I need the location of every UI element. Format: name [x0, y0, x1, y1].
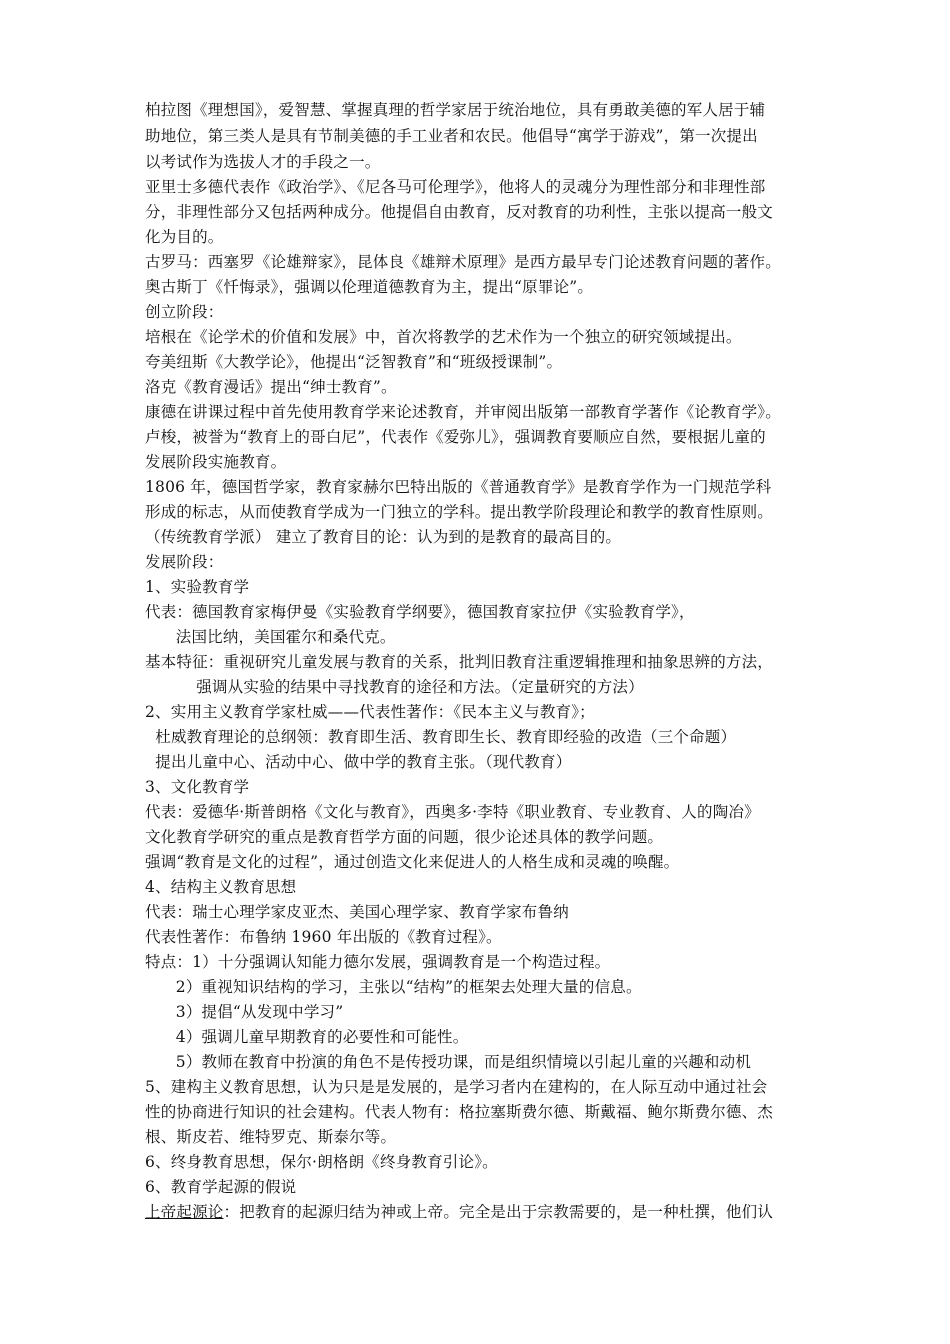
text-line: 代表：瑞士心理学家皮亚杰、美国心理学家、教育学家布鲁纳: [145, 903, 569, 921]
text-line: 1806 年，德国哲学家，教育家赫尔巴特出版的《普通教育学》是教育学作为一门规范学科: [145, 478, 772, 496]
text-line: 分，非理性部分又包括两种成分。他提倡自由教育，反对教育的功利性，主张以提高一般文: [145, 203, 774, 221]
text-line: 3）提倡“从发现中学习”: [145, 1003, 344, 1021]
text-line: 1、实验教育学: [145, 578, 250, 596]
section-heading: 创立阶段：: [145, 303, 224, 321]
text-line: 助地位，第三类人是具有节制美德的手工业者和农民。他倡导“寓学于游戏”，第一次提出: [145, 127, 758, 145]
text-line: 3、文化教育学: [145, 778, 250, 796]
text-line: 以考试作为选拔人才的手段之一。: [145, 153, 381, 171]
text-line: 发展阶段实施教育。: [145, 453, 287, 471]
text-line: 形成的标志，从而使教育学成为一门独立的学科。提出教学阶段理论和教学的教育性原则。: [145, 503, 774, 521]
text-line: 2）重视知识结构的学习，主张以“结构”的框架去处理大量的信息。: [145, 978, 642, 996]
text-line: 代表：德国教育家梅伊曼《实验教育学纲要》，德国教育家拉伊《实验教育学》，: [145, 603, 695, 621]
text-line: 特点：1）十分强调认知能力德尔发展，强调教育是一个构造过程。: [145, 953, 611, 971]
text-line: 法国比纳，美国霍尔和桑代克。: [145, 628, 396, 646]
text-line: 5）教师在教育中扮演的角色不是传授功课，而是组织情境以引起儿童的兴趣和动机: [145, 1053, 752, 1071]
text-line: 基本特征：重视研究儿童发展与教育的关系，批判旧教育注重逻辑推理和抽象思辨的方法，: [145, 653, 774, 671]
text-line: 6、终身教育思想，保尔·朗格朗《终身教育引论》。: [145, 1153, 498, 1171]
text-line: 代表性著作：布鲁纳 1960 年出版的《教育过程》。: [145, 928, 502, 946]
text-line: 柏拉图《理想国》，爱智慧、掌握真理的哲学家居于统治地位，具有勇敢美德的军人居于辅: [145, 101, 766, 119]
text-line: 化为目的。: [145, 228, 224, 246]
text-line: 性的协商进行知识的社会建构。代表人物有：格拉塞斯费尔德、斯戴福、鲍尔斯费尔德、杰: [145, 1103, 774, 1121]
text-line: 4）强调儿童早期教育的必要性和可能性。: [145, 1028, 469, 1046]
text-line: 洛克《教育漫话》提出“绅士教育”。: [145, 378, 397, 396]
text-line: 根、斯皮若、维特罗克、斯泰尔等。: [145, 1128, 397, 1146]
text-line: 强调从实验的结果中寻找教育的途径和方法。（定量研究的方法）: [145, 678, 644, 696]
text-line: 2、实用主义教育学家杜威——代表性著作：《民本主义与教育》；: [145, 703, 595, 721]
text-line: 古罗马：西塞罗《论雄辩家》，昆体良《雄辩术原理》是西方最早专门论述教育问题的著作。: [145, 253, 781, 271]
text-line: 杜威教育理论的总纲领：教育即生活、教育即生长、教育即经验的改造（三个命题）: [145, 728, 737, 746]
text-line: 康德在讲课过程中首先使用教育学来论述教育，并审阅出版第一部教育学著作《论教育学》。: [145, 403, 781, 421]
text-line: 亚里士多德代表作《政治学》、《尼各马可伦理学》，他将人的灵魂分为理性部分和非理性部: [145, 178, 766, 196]
term-definition: ：把教育的起源归结为神或上帝。完全是出于宗教需要的，是一种杜撰，他们认: [223, 1203, 774, 1221]
text-line: 夸美纽斯《大教学论》，他提出“泛智教育”和“班级授课制”。: [145, 353, 563, 371]
text-line: 4、结构主义教育思想: [145, 878, 297, 896]
text-line: 代表：爱德华·斯普朗格《文化与教育》，西奥多·李特《职业教育、专业教育、人的陶冶》: [145, 803, 760, 821]
underlined-term: 上帝起源论: [145, 1203, 224, 1221]
text-line: [145, 1200, 773, 1224]
text-line: 文化教育学研究的重点是教育哲学方面的问题，很少论述具体的教学问题。: [145, 828, 664, 846]
text-line: 培根在《论学术的价值和发展》中，首次将教学的艺术作为一个独立的研究领域提出。: [145, 328, 742, 346]
text-line: 卢梭，被誉为“教育上的哥白尼”，代表作《爱弥儿》，强调教育要顺应自然，要根据儿童的: [145, 428, 766, 446]
section-heading: 发展阶段：: [145, 553, 224, 571]
text-line: 强调“教育是文化的过程”，通过创造文化来促进人的人格生成和灵魂的唤醒。: [145, 853, 680, 871]
text-line: （传统教育学派） 建立了教育目的论：认为到的是教育的最高目的。: [145, 528, 622, 546]
text-line: 提出儿童中心、活动中心、做中学的教育主张。（现代教育）: [145, 753, 572, 771]
text-line: 奥古斯丁《忏悔录》，强调以伦理道德教育为主，提出“原罪论”。: [145, 278, 594, 296]
text-line: 5、建构主义教育思想，认为只是是发展的，是学习者内在建构的，在人际互动中通过社会: [145, 1078, 768, 1096]
text-line: 6、教育学起源的假说: [145, 1178, 297, 1196]
